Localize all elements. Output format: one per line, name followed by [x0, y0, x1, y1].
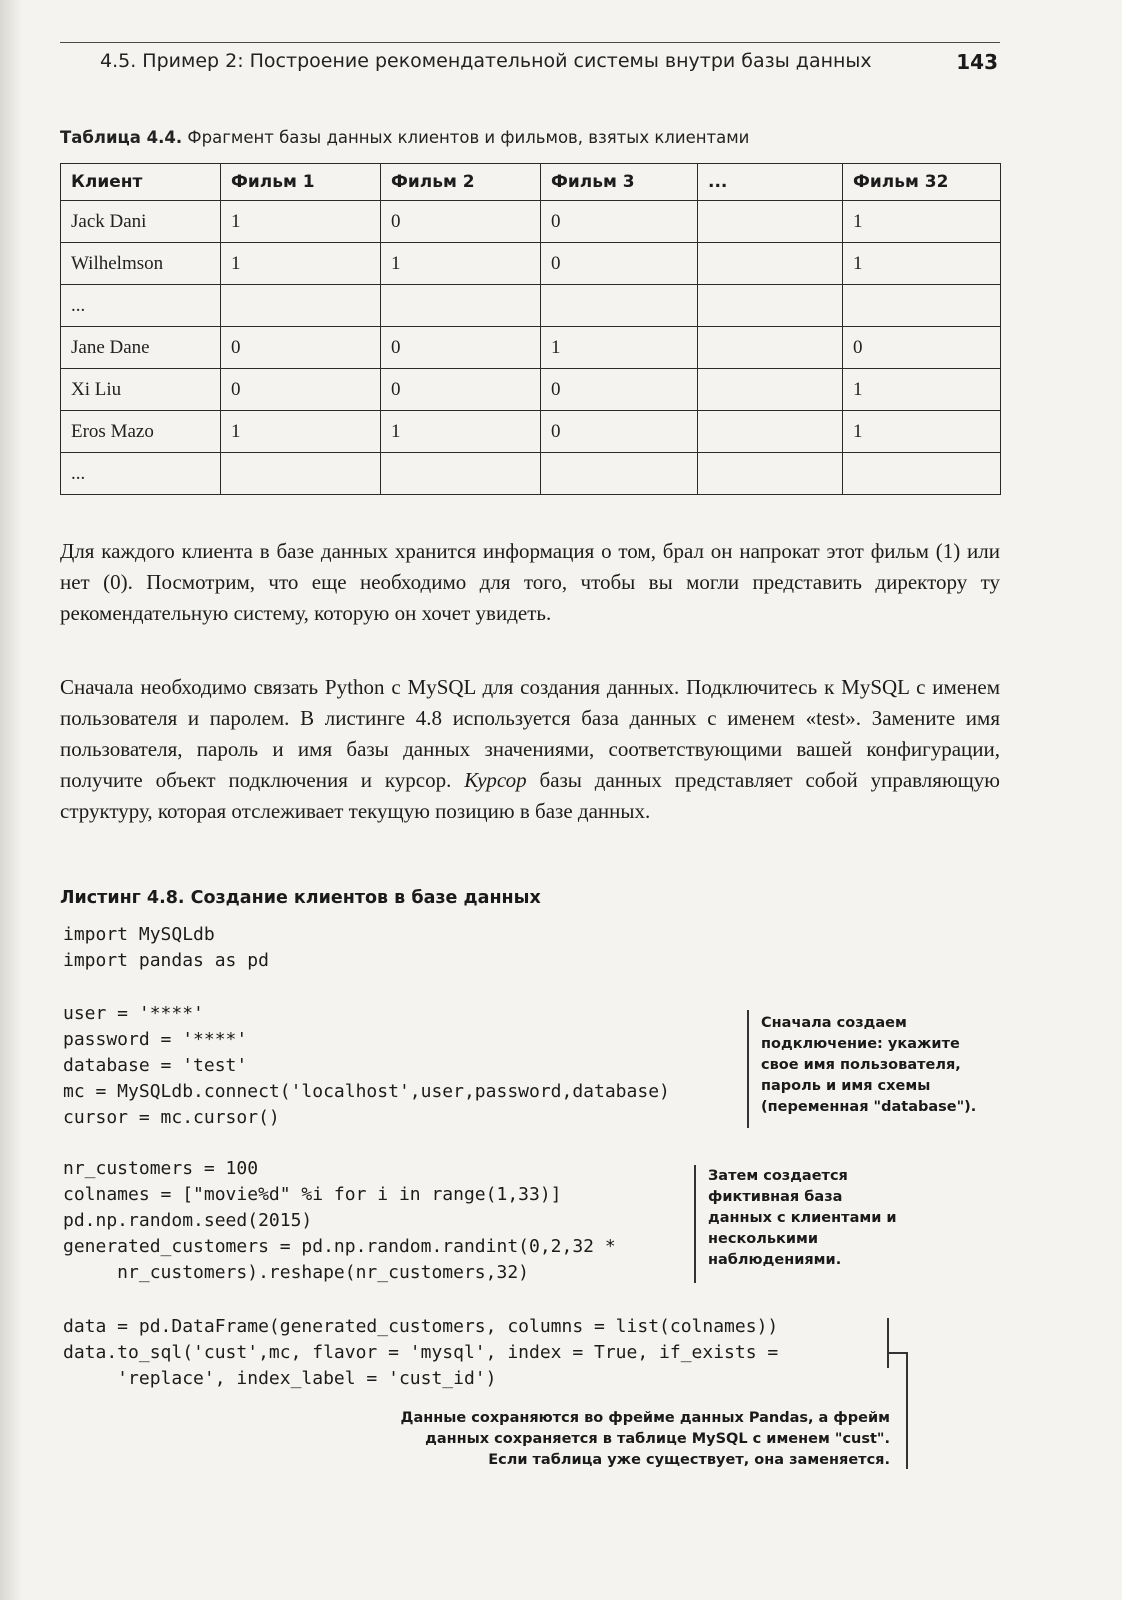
movie-value-cell	[698, 327, 843, 369]
column-header: Фильм 3	[541, 164, 698, 201]
table-row	[61, 243, 1001, 285]
code-block-connection: user = '****' password = '****' database = 'test' mc = MySQLdb.connect('localhost',user,password,database) cursor = mc.cursor()	[63, 1003, 670, 1128]
movie-value-cell: 0	[221, 369, 381, 411]
movie-value-cell: 0	[381, 327, 541, 369]
page-gutter-shadow	[0, 0, 22, 1600]
movie-value-cell	[698, 411, 843, 453]
annotation-fake-db: Затем создается фиктивная база данных с клиентами и несколькими наблюдениями.	[708, 1168, 897, 1268]
movie-value-cell: 1	[221, 201, 381, 243]
annotation-bracket-3-left	[887, 1318, 889, 1368]
movie-value-cell	[843, 285, 1001, 327]
movie-value-cell	[381, 453, 541, 495]
annotation-bracket-3-right	[906, 1352, 908, 1469]
movie-value-cell: 1	[221, 243, 381, 285]
code-block-imports: import MySQLdb import pandas as pd	[63, 924, 269, 971]
annotation-bracket-3-top	[887, 1352, 907, 1354]
annotation-save: Данные сохраняются во фрейме данных Pandas, а фрейм данных сохраняется в таблице MySQL с именем "cust". Если таблица уже существует, она заменяется.	[400, 1410, 890, 1468]
column-header: Фильм 1	[221, 164, 381, 201]
table-caption-label: Таблица 4.4.	[60, 128, 183, 147]
customer-name-cell: ...	[61, 285, 221, 327]
column-header: Клиент	[61, 164, 221, 201]
movie-value-cell: 1	[843, 243, 1001, 285]
table-row	[61, 369, 1001, 411]
table-caption-text: Фрагмент базы данных клиентов и фильмов, взятых клиентами	[182, 128, 750, 147]
movie-value-cell: 1	[381, 411, 541, 453]
movie-value-cell: 1	[843, 201, 1001, 243]
paragraph-2-part-1: Сначала необходимо связать Python с MySQL для создания данных. Подключитесь к MySQL с именем пользователя и паролем. В листинге 4.8 используется база данных с именем «test». Замените имя пользователя, пароль и имя базы данных значениями, соответствующими вашей конфигурации, получите объект подключения и курсор.	[60, 675, 1000, 792]
column-header: ...	[698, 164, 843, 201]
column-header: Фильм 2	[381, 164, 541, 201]
movie-value-cell: 1	[221, 411, 381, 453]
running-title: 4.5. Пример 2: Построение рекомендательной системы внутри базы данных	[100, 50, 872, 72]
paragraph-2-term: Курсор	[464, 768, 527, 792]
customer-name-cell: Eros Mazo	[61, 411, 221, 453]
movie-value-cell: 0	[843, 327, 1001, 369]
column-header: Фильм 32	[843, 164, 1001, 201]
movie-value-cell	[698, 453, 843, 495]
movie-value-cell: 1	[381, 243, 541, 285]
movie-value-cell	[698, 369, 843, 411]
paragraph-1: Для каждого клиента в базе данных хранится информация о том, брал он напрокат этот фильм (1) или нет (0). Посмотрим, что еще необходимо для того, чтобы вы могли представить директору ту рекомендательную систему, которую он хочет увидеть.	[60, 539, 1000, 625]
movie-value-cell	[221, 285, 381, 327]
movie-value-cell: 0	[541, 243, 698, 285]
movie-value-cell: 0	[221, 327, 381, 369]
page-number: 143	[956, 50, 998, 74]
movie-value-cell: 1	[843, 411, 1001, 453]
customer-name-cell: ...	[61, 453, 221, 495]
movie-value-cell: 0	[541, 201, 698, 243]
annotation-bracket-1	[747, 1010, 749, 1128]
table-row	[61, 285, 1001, 327]
movie-value-cell	[381, 285, 541, 327]
table-row	[61, 327, 1001, 369]
movie-value-cell: 0	[381, 369, 541, 411]
movie-value-cell: 0	[541, 411, 698, 453]
movie-value-cell: 1	[843, 369, 1001, 411]
movie-value-cell: 0	[541, 369, 698, 411]
customers-movies-table	[60, 163, 1001, 495]
table-row	[61, 411, 1001, 453]
movie-value-cell	[698, 243, 843, 285]
table-row	[61, 201, 1001, 243]
table-row	[61, 453, 1001, 495]
table-header-row	[61, 164, 1001, 201]
movie-value-cell	[221, 453, 381, 495]
annotation-bracket-2	[694, 1165, 696, 1283]
movie-value-cell	[698, 201, 843, 243]
paragraph-2-part-2: базы данных представляет собой управляющую структуру, которая отслеживает текущую позицию в базе данных.	[60, 768, 1000, 823]
customer-name-cell: Wilhelmson	[61, 243, 221, 285]
customer-name-cell: Jane Dane	[61, 327, 221, 369]
annotation-connection: Сначала создаем подключение: укажите свое имя пользователя, пароль и имя схемы (переменная "database").	[761, 1015, 977, 1115]
table-caption	[60, 128, 1000, 147]
customer-name-cell: Xi Liu	[61, 369, 221, 411]
movie-value-cell	[698, 285, 843, 327]
movie-value-cell: 0	[381, 201, 541, 243]
listing-title: Листинг 4.8. Создание клиентов в базе данных	[60, 888, 541, 908]
movie-value-cell: 1	[541, 327, 698, 369]
movie-value-cell	[843, 453, 1001, 495]
code-block-generate: nr_customers = 100 colnames = ["movie%d" %i for i in range(1,33)] pd.np.random.seed(2015) generated_customers = pd.np.random.randint(0,2,32 * nr_customers).reshape(nr_customers,32)	[63, 1158, 616, 1283]
header-rule	[60, 42, 1000, 43]
movie-value-cell	[541, 453, 698, 495]
code-block-save: data = pd.DataFrame(generated_customers, columns = list(colnames)) data.to_sql('cust',mc, flavor = 'mysql', index = True, if_exists = 'replace', index_label = 'cust_id')	[63, 1316, 779, 1389]
customer-name-cell: Jack Dani	[61, 201, 221, 243]
movie-value-cell	[541, 285, 698, 327]
paragraph-2	[60, 672, 1000, 827]
